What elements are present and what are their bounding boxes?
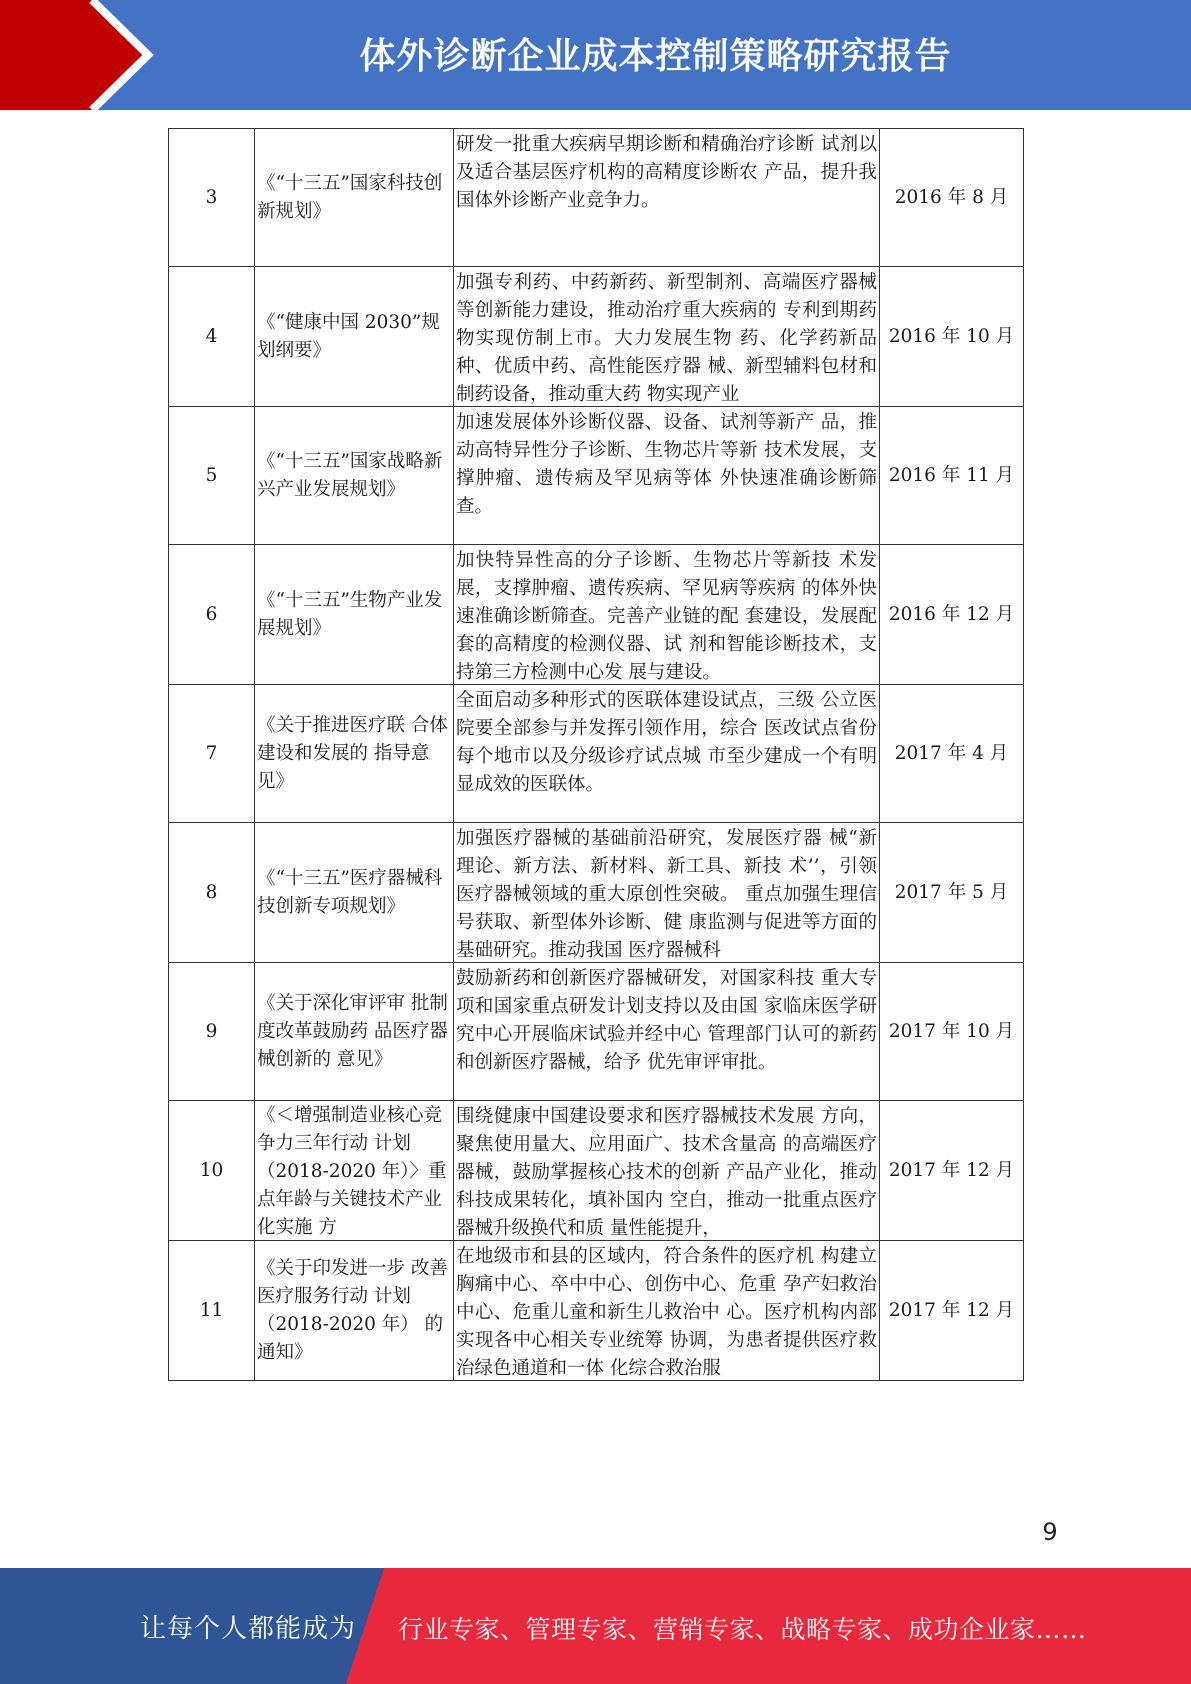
policy-content-text: 加速发展体外诊断仪器、设备、试剂等新产 品，推动高特异性分子诊断、生物芯片等新 技术发展，支撑肿瘤、遗传病及罕见病等体 外快速准确诊断筛查。 (456, 412, 877, 517)
policy-name-cell (255, 963, 454, 1101)
page-number: 9 (1042, 1518, 1058, 1546)
policy-table (168, 128, 1024, 1381)
row-number-cell (169, 267, 255, 407)
policy-content-cell (454, 685, 880, 823)
policy-content-cell (454, 963, 880, 1101)
issue-date-text: 2017 年 4 月 (894, 742, 1009, 764)
issue-date-cell (880, 1101, 1024, 1241)
policy-content-cell (454, 1101, 880, 1241)
issue-date-cell (880, 129, 1024, 267)
table-row (169, 267, 1024, 407)
policy-name-cell (255, 267, 454, 407)
policy-name-cell (255, 1241, 454, 1381)
row-number-text: 4 (205, 325, 218, 347)
policy-name-text: 《关于推进医疗联 合体建设和发展的 指导意见》 (257, 714, 448, 792)
policy-name-text: 《关于深化审评审 批制度改革鼓励药 品医疗器械创新的 意见》 (257, 992, 448, 1070)
policy-name-text: 《关于印发进一步 改善医疗服务行动 计划（2018-2020 年） 的通知》 (257, 1257, 448, 1363)
policy-name-cell (255, 823, 454, 963)
policy-content-cell (454, 129, 880, 267)
row-number-text: 11 (199, 1299, 224, 1321)
issue-date-cell (880, 685, 1024, 823)
issue-date-cell (880, 1241, 1024, 1381)
row-number-text: 8 (205, 881, 218, 903)
issue-date-cell (880, 267, 1024, 407)
policy-content-cell (454, 545, 880, 685)
issue-date-text: 2016 年 12 月 (888, 603, 1015, 625)
table-row (169, 685, 1024, 823)
issue-date-text: 2016 年 8 月 (894, 186, 1009, 208)
policy-content-text: 加快特异性高的分子诊断、生物芯片等新技 术发展，支撑肿瘤、遗传疾病、罕见病等疾病 的体外快速准确诊断筛查。完善产业链的配 套建设，发展配套的高精度的检测仪器、试 剂和智能诊断技术，支持第三方检测中心发 展与建设。 (456, 550, 877, 683)
table-row (169, 823, 1024, 963)
issue-date-text: 2016 年 10 月 (888, 325, 1015, 347)
policy-name-text: 《“健康中国 2030”规划纲要》 (257, 311, 440, 361)
row-number-cell (169, 407, 255, 545)
row-number-cell (169, 685, 255, 823)
policy-name-text: 《“十三五”生物产业发展规划》 (257, 589, 443, 639)
policy-name-cell (255, 685, 454, 823)
issue-date-text: 2017 年 12 月 (888, 1299, 1015, 1321)
issue-date-cell (880, 407, 1024, 545)
policy-content-text: 鼓励新药和创新医疗器械研发，对国家科技 重大专项和国家重点研发计划支持以及由国 家临床医学研究中心开展临床试验并经中心 管理部门认可的新药和创新医疗器械，给予 优先审评审批。 (456, 968, 877, 1073)
row-number-cell (169, 963, 255, 1101)
page-header (0, 0, 1191, 110)
row-number-cell (169, 129, 255, 267)
issue-date-text: 2016 年 11 月 (888, 464, 1015, 486)
policy-name-cell (255, 545, 454, 685)
policy-content-text: 加强医疗器械的基础前沿研究，发展医疗器 械“新理论、新方法、新材料、新工具、新技 术’’，引领医疗器械领域的重大原创性突破。 重点加强生理信号获取、新型体外诊断、健 康监测与促进等方面的基础研究。推动我国 医疗器械科 (456, 828, 877, 961)
policy-content-text: 加强专利药、中药新药、新型制剂、高端医疗器械等创新能力建设，推动治疗重大疾病的 专利到期药物实现仿制上市。大力发展生物 药、化学药新品种、优质中药、高性能医疗器 械、新型辅料包材和制药设备，推动重大药 物实现产业 (456, 272, 877, 405)
issue-date-cell (880, 545, 1024, 685)
row-number-text: 6 (205, 603, 218, 625)
table-row (169, 129, 1024, 267)
policy-content-text: 研发一批重大疾病早期诊断和精确治疗诊断 试剂以及适合基层医疗机构的高精度诊断农 产品，提升我国体外诊断产业竞争力。 (456, 134, 877, 211)
table-row (169, 407, 1024, 545)
row-number-cell (169, 823, 255, 963)
footer-slogan-right: 行业专家、管理专家、营销专家、战略专家、成功企业家…… (398, 1615, 1087, 1644)
issue-date-cell (880, 823, 1024, 963)
issue-date-cell (880, 963, 1024, 1101)
table-row (169, 1101, 1024, 1241)
policy-name-cell (255, 129, 454, 267)
policy-content-text: 围绕健康中国建设要求和医疗器械技术发展 方向，聚焦使用量大、应用面广、技术含量高 的高端医疗器械，鼓励掌握核心技术的创新 产品产业化，推动科技成果转化，填补国内 空白，推动一批重点医疗器械升级换代和质 量性能提升， (456, 1106, 877, 1239)
row-number-text: 7 (205, 742, 218, 764)
policy-content-text: 全面启动多种形式的医联体建设试点，三级 公立医院要全部参与并发挥引领作用，综合 医改试点省份每个地市以及分级诊疗试点城 市至少建成一个有明显成效的医联体。 (456, 690, 877, 795)
policy-content-text: 在地级市和县的区域内，符合条件的医疗机 构建立胸痛中心、卒中中心、创伤中心、危重 孕产妇救治中心、危重儿童和新生儿救治中 心。医疗机构内部实现各中心相关专业统筹 协调，为患者提供医疗救治绿色通道和一体 化综合救治服 (456, 1246, 877, 1379)
policy-name-text: 《“十三五”国家科技创新规划》 (257, 172, 443, 222)
policy-content-cell (454, 1241, 880, 1381)
row-number-text: 9 (205, 1020, 218, 1042)
issue-date-text: 2017 年 12 月 (888, 1159, 1015, 1181)
page-footer (0, 1568, 1191, 1684)
policy-table-body (169, 129, 1024, 1381)
policy-name-text: 《“十三五”国家战略新兴产业发展规划》 (257, 450, 443, 500)
policy-name-cell (255, 407, 454, 545)
table-row (169, 963, 1024, 1101)
row-number-text: 3 (205, 186, 218, 208)
policy-content-cell (454, 407, 880, 545)
issue-date-text: 2017 年 10 月 (888, 1020, 1015, 1042)
policy-content-cell (454, 823, 880, 963)
policy-content-cell (454, 267, 880, 407)
row-number-text: 5 (205, 464, 218, 486)
row-number-cell (169, 1241, 255, 1381)
table-row (169, 545, 1024, 685)
table-row (169, 1241, 1024, 1381)
report-title: 体外诊断企业成本控制策略研究报告 (359, 36, 952, 77)
footer-slogan-left: 让每个人都能成为 (140, 1614, 357, 1644)
policy-name-text: 《＜增强制造业核心竞争力三年行动 计划 （2018-2020 年）〉重点年龄与关键技术产业化实施 方 (257, 1105, 447, 1238)
policy-name-text: 《“十三五”医疗器械科技创新专项规划》 (257, 867, 443, 917)
policy-name-cell (255, 1101, 454, 1241)
issue-date-text: 2017 年 5 月 (894, 881, 1009, 903)
row-number-cell (169, 545, 255, 685)
row-number-cell (169, 1101, 255, 1241)
row-number-text: 10 (199, 1159, 224, 1181)
